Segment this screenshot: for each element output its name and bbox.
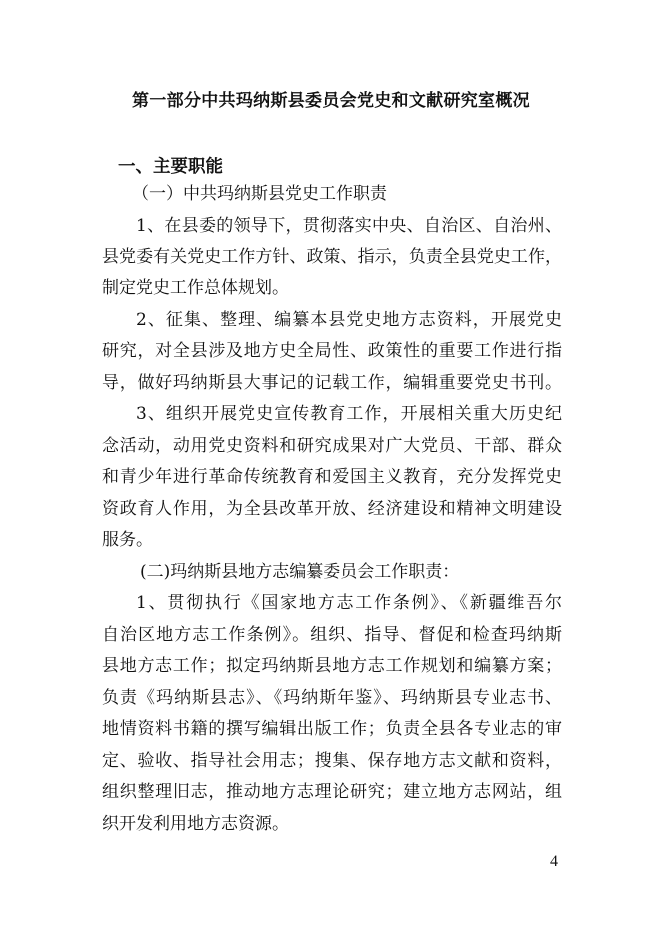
text-line: 制定党史工作总体规划。 bbox=[102, 278, 289, 298]
text-line: 念活动，动用党史资料和研究成果对广大党员、干部、群众 bbox=[102, 436, 562, 456]
text-line: 自治区地方志工作条例》。组织、指导、督促和检查玛纳斯 bbox=[102, 625, 562, 645]
text-line: 服务。 bbox=[102, 530, 153, 550]
page-number: 4 bbox=[550, 853, 558, 870]
text-line: 和青少年进行革命传统教育和爱国主义教育，充分发挥党史 bbox=[102, 467, 562, 487]
text-line: 研究，对全县涉及地方史全局性、政策性的重要工作进行指 bbox=[102, 341, 562, 361]
document-title: 第一部分中共玛纳斯县委员会党史和文献研究室概况 bbox=[132, 91, 530, 111]
text-line: 2、征集、整理、编纂本县党史地方志资料，开展党史 bbox=[136, 310, 562, 330]
text-line: (二)玛纳斯县地方志编纂委员会工作职责： bbox=[140, 562, 460, 582]
text-line: 定、验收、指导社会用志；搜集、保存地方志文献和资料， bbox=[102, 751, 562, 771]
text-line: （一）中共玛纳斯县党史工作职责 bbox=[132, 184, 387, 204]
section-heading: 一、主要职能 bbox=[118, 157, 223, 177]
text-line: 负责《玛纳斯县志》、《玛纳斯年鉴》、玛纳斯县专业志书、 bbox=[102, 688, 562, 708]
text-line: 地情资料书籍的撰写编辑出版工作；负责全县各专业志的审 bbox=[102, 719, 562, 739]
text-line: 资政育人作用，为全县改革开放、经济建设和精神文明建设 bbox=[102, 499, 562, 519]
text-line: 组织整理旧志，推动地方志理论研究；建立地方志网站，组 bbox=[102, 782, 562, 802]
text-line: 织开发利用地方志资源。 bbox=[102, 814, 289, 834]
text-line: 1、在县委的领导下，贯彻落实中央、自治区、自治州、 bbox=[136, 216, 562, 236]
text-line: 1、贯彻执行《国家地方志工作条例》、《新疆维吾尔 bbox=[136, 593, 562, 613]
text-line: 县党委有关党史工作方针、政策、指示，负责全县党史工作， bbox=[102, 247, 562, 267]
text-line: 3、组织开展党史宣传教育工作，开展相关重大历史纪 bbox=[136, 404, 562, 424]
text-line: 导，做好玛纳斯县大事记的记载工作，编辑重要党史书刊。 bbox=[102, 373, 562, 393]
text-line: 县地方志工作；拟定玛纳斯县地方志工作规划和编纂方案； bbox=[102, 656, 562, 676]
